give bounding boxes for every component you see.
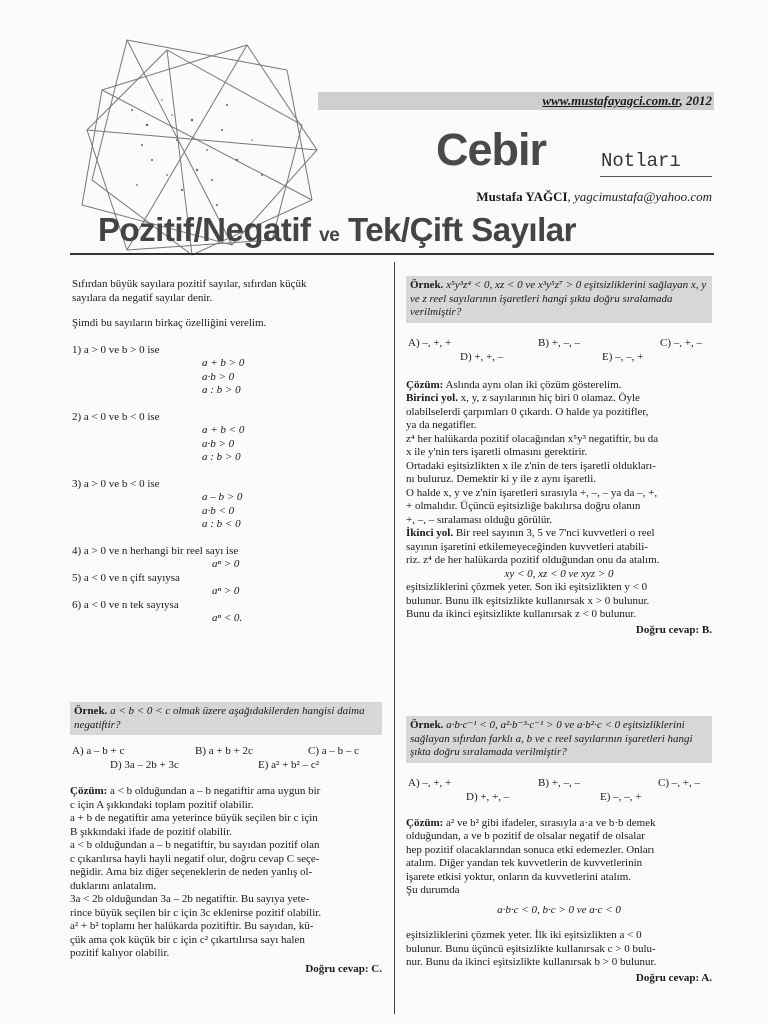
property-2 xyxy=(72,411,382,465)
page-title xyxy=(98,211,576,249)
left-column xyxy=(72,278,382,626)
notlari-subtitle: Notları xyxy=(601,150,681,172)
solution-line: hep pozitif olacaklarından sonuca etki edemezler. Onları xyxy=(406,843,655,856)
property-condition: 3) a > 0 ve b < 0 ise xyxy=(72,477,160,490)
answer: Doğru cevap: C. xyxy=(305,962,382,975)
example-label: Örnek. xyxy=(74,705,108,717)
solution-label: Çözüm: xyxy=(406,378,444,391)
property-condition: 5) a < 0 ve n çift sayıysa xyxy=(72,571,180,584)
method-label: İkinci yol. xyxy=(406,527,454,539)
solution-line: işarete etkisi yoktur, onların da kuvvetlerini atalım. xyxy=(406,870,631,883)
solution-line: duklarını anlatalım. xyxy=(70,879,157,892)
choice-a[interactable]: A) –, +, + xyxy=(408,336,452,349)
solution-line: z⁴ her halükarda pozitif olacağından x⁵y³ negatiftir, bu da xyxy=(406,432,659,445)
header-year: 2012 xyxy=(686,93,712,108)
right-example-1 xyxy=(406,276,712,637)
solution xyxy=(70,785,382,976)
property-condition: 1) a > 0 ve b > 0 ise xyxy=(72,343,160,356)
title-part2: Tek/Çift Sayılar xyxy=(347,211,576,248)
property-condition: 2) a < 0 ve b < 0 ise xyxy=(72,410,160,423)
example-label: Örnek. xyxy=(410,279,444,291)
header-url: www.mustafayagci.com.tr, 2012 xyxy=(542,93,712,108)
solution-line: eşitsizliklerini çözmek yeter. İlk iki eşitsizlikten a < 0 xyxy=(406,929,642,941)
property-4 xyxy=(72,545,382,572)
intro-line: Sıfırdan büyük sayılara pozitif sayılar, sıfırdan küçük xyxy=(72,278,307,290)
choice-e[interactable]: E) –, –, + xyxy=(602,350,644,363)
solution-line: O halde x, y ve z'nin işaretleri sırasıyla +, –, – ya da –, +, xyxy=(406,486,658,499)
url-link[interactable]: www.mustafayagci.com.tr xyxy=(542,93,680,108)
formula: a·b·c < 0, b·c > 0 ve a·c < 0 xyxy=(497,903,621,916)
solution-line: x ile y'nin ters işaretli olmasını gerektirir. xyxy=(406,446,588,458)
solution-line: riz. z⁴ de her halükarda pozitif olduğundan onu da atalım. xyxy=(406,554,660,566)
example-question xyxy=(406,716,712,763)
solution-label: Çözüm: xyxy=(406,816,444,829)
solution-line: Çözüm: Aslında aynı olan iki çözüm gösterelim. xyxy=(406,378,622,391)
solution-line: Bunu da ikinci eşitsizlikte kullanırsak z < 0 bulunur. xyxy=(406,608,637,620)
choice-c[interactable]: C) –, +, – xyxy=(660,336,702,349)
solution-line: nur. Bunu da ikinci eşitsizlikte kullanırsak b > 0 bulunur. xyxy=(406,956,657,968)
solution-line: sayının işaretini etkilemeyeceğinden kuvvetleri atabili- xyxy=(406,540,648,553)
column-divider xyxy=(394,262,395,1014)
property-result: a·b > 0 xyxy=(202,370,235,383)
solution-line: B şıkkındaki ifade de pozitif olabilir. xyxy=(70,825,232,838)
solution-line: çük ama çok küçük bir c için c² çıkartılırsa sayı halen xyxy=(70,933,305,946)
solution-line: 3a < 2b olduğundan 3a – 2b negatiftir. Bu sayıya yete- xyxy=(70,893,310,905)
author-email[interactable]: yagcimustafa@yahoo.com xyxy=(574,189,712,204)
choice-e[interactable]: E) –, –, + xyxy=(600,790,642,803)
property-condition: 4) a > 0 ve n herhangi bir reel sayı ise xyxy=(72,544,239,557)
solution-line: a < b olduğundan a – b negatiftir, bu sayıdan pozitif olan xyxy=(70,839,320,851)
property-condition: 6) a < 0 ve n tek sayıysa xyxy=(72,598,179,611)
lead-text: Şimdi bu sayıların birkaç özelliğini verelim. xyxy=(72,317,267,329)
solution-line: + olmalıdır. Üçüncü eşitsizliğe bakılırsa doğru olanın xyxy=(406,500,641,512)
property-1 xyxy=(72,344,382,398)
property-6 xyxy=(72,599,382,626)
choice-d[interactable]: D) +, +, – xyxy=(460,350,504,363)
intro-line: sayılara da negatif sayılar denir. xyxy=(72,291,213,304)
solution-line: c çıkarılırsa hayli hayli negatif olur, doğru cevap C seçe- xyxy=(70,852,320,865)
solution-line: olabilselerdi çarpımları 0 çıkardı. O halde ya pozitifler, xyxy=(406,405,649,418)
answer: Doğru cevap: A. xyxy=(635,971,712,984)
solution-line: eşitsizliklerini çözmek yeter. Son iki eşitsizlikten y < 0 xyxy=(406,581,648,593)
property-result: a : b > 0 xyxy=(202,384,241,396)
choice-c[interactable]: C) a – b – c xyxy=(308,745,360,757)
solution xyxy=(406,379,712,638)
solution-line: Çözüm: a² ve b² gibi ifadeler, sırasıyla a·a ve b·b demek xyxy=(406,816,656,829)
example-question xyxy=(70,702,382,735)
solution-line: ya da negatifler. xyxy=(406,419,477,431)
choice-d[interactable]: D) 3a – 2b + 3c xyxy=(110,759,179,771)
solution-line: nı buluruz. Demektir ki y ile z aynı işaretli. xyxy=(406,473,597,485)
title-part1: Pozitif/Negatif xyxy=(98,211,311,248)
example-text: x⁵y³z⁴ < 0, xz < 0 ve x³y⁵z⁷ > 0 eşitsizliklerini sağlayan x, y ve z reel sayılarının işaretleri hangi şıkta doğru sıralamada verilmiştir? xyxy=(410,279,707,318)
choice-e[interactable]: E) a² + b² – c² xyxy=(258,759,319,771)
property-result: aⁿ > 0 xyxy=(212,585,240,597)
solution-label: Çözüm: xyxy=(70,785,108,797)
solution-line: pozitif kalıyor olabilir. xyxy=(70,947,170,959)
subtitle-underline xyxy=(600,176,712,177)
solution-line: rince büyük seçilen bir c için 3c eklenirse pozitif olabilir. xyxy=(70,906,322,919)
property-result: a – b > 0 xyxy=(202,491,243,503)
example-choices xyxy=(406,777,712,805)
choice-d[interactable]: D) +, +, – xyxy=(466,790,510,803)
solution-line: atalım. Diğer yandan tek kuvvetlerin de kuvvetlerinin xyxy=(406,857,643,869)
right-example-2 xyxy=(406,716,712,985)
example-text: a < b < 0 < c olmak üzere aşağıdakilerden hangisi daima negatiftir? xyxy=(74,705,365,731)
formula: xy < 0, xz < 0 ve xyz > 0 xyxy=(504,567,614,580)
example-label: Örnek. xyxy=(410,719,444,731)
choice-b[interactable]: B) a + b + 2c xyxy=(195,745,253,757)
solution-line: Çözüm: a < b olduğundan a – b negatiftir ama uygun bir xyxy=(70,785,321,797)
property-result: a : b < 0 xyxy=(202,518,241,530)
solution-line: +, –, – sıralaması olduğu görülür. xyxy=(406,513,553,526)
cebir-title: Cebir xyxy=(436,124,547,175)
choice-a[interactable]: A) a – b + c xyxy=(72,745,125,757)
property-5 xyxy=(72,572,382,599)
choice-b[interactable]: B) +, –, – xyxy=(538,336,580,349)
author-name: Mustafa YAĞCI xyxy=(476,189,568,204)
property-result: a·b > 0 xyxy=(202,437,235,450)
property-result: aⁿ > 0 xyxy=(212,558,240,570)
solution-line: neğidir. Ama biz diğer seçeneklerin de neden yanlış ol- xyxy=(70,866,313,878)
example-question xyxy=(406,276,712,323)
example-choices xyxy=(70,745,382,773)
property-result: a + b > 0 xyxy=(202,357,245,369)
example-text: a·b·c⁻¹ < 0, a²·b⁻³·c⁻¹ > 0 ve a·b²·c < 0 eşitsizliklerini sağlayan sıfırdan farklı a, b ve c reel sayılarının işaretleri hangi şıkta doğru sıralamada verilmiştir? xyxy=(410,719,693,758)
property-result: aⁿ < 0. xyxy=(212,612,243,624)
solution-line: a + b de negatiftir ama yeterince büyük seçilen bir c için xyxy=(70,812,318,824)
title-ve: ve xyxy=(319,225,340,246)
property-result: a + b < 0 xyxy=(202,424,245,436)
method-label: Birinci yol. xyxy=(406,392,458,404)
solution-line: a² + b² toplamı her halükarda pozitiftir. Bu sayıdan, kü- xyxy=(70,920,314,932)
property-3 xyxy=(72,478,382,532)
solution-line: Şu durumda xyxy=(406,884,460,896)
solution-line: c için A şıkkındaki toplam pozitif olabilir. xyxy=(70,798,254,811)
solution-line: bulunur. Bunu üçüncü eşitsizlikte kullanırsak c > 0 bulu- xyxy=(406,942,656,955)
left-example xyxy=(70,702,382,976)
author-line: Mustafa YAĞCI, yagcimustafa@yahoo.com xyxy=(476,189,712,204)
header-divider xyxy=(70,253,714,255)
choice-a[interactable]: A) –, +, + xyxy=(408,776,452,789)
choice-c[interactable]: C) –, +, – xyxy=(658,776,700,789)
choice-b[interactable]: B) +, –, – xyxy=(538,776,580,789)
example-choices xyxy=(406,337,712,365)
solution-line: olduğundan, a ve b pozitif de olsalar negatif de olsalar xyxy=(406,830,645,842)
answer: Doğru cevap: B. xyxy=(635,623,712,636)
solution-line: İkinci yol. Bir reel sayının 3, 5 ve 7'nci kuvvetleri o reel xyxy=(406,527,655,539)
solution-line: Birinci yol. x, y, z sayılarının hiç biri 0 olamaz. Öyle xyxy=(406,392,640,404)
property-result: a : b > 0 xyxy=(202,451,241,463)
solution-line: bulunur. Bunu ilk eşitsizlikte kullanırsak x > 0 bulunur. xyxy=(406,594,650,607)
solution xyxy=(406,817,712,986)
property-result: a·b < 0 xyxy=(202,504,235,517)
solution-line: Ortadaki eşitsizlikten x ile z'nin de ters işaretli oldukları- xyxy=(406,459,657,472)
